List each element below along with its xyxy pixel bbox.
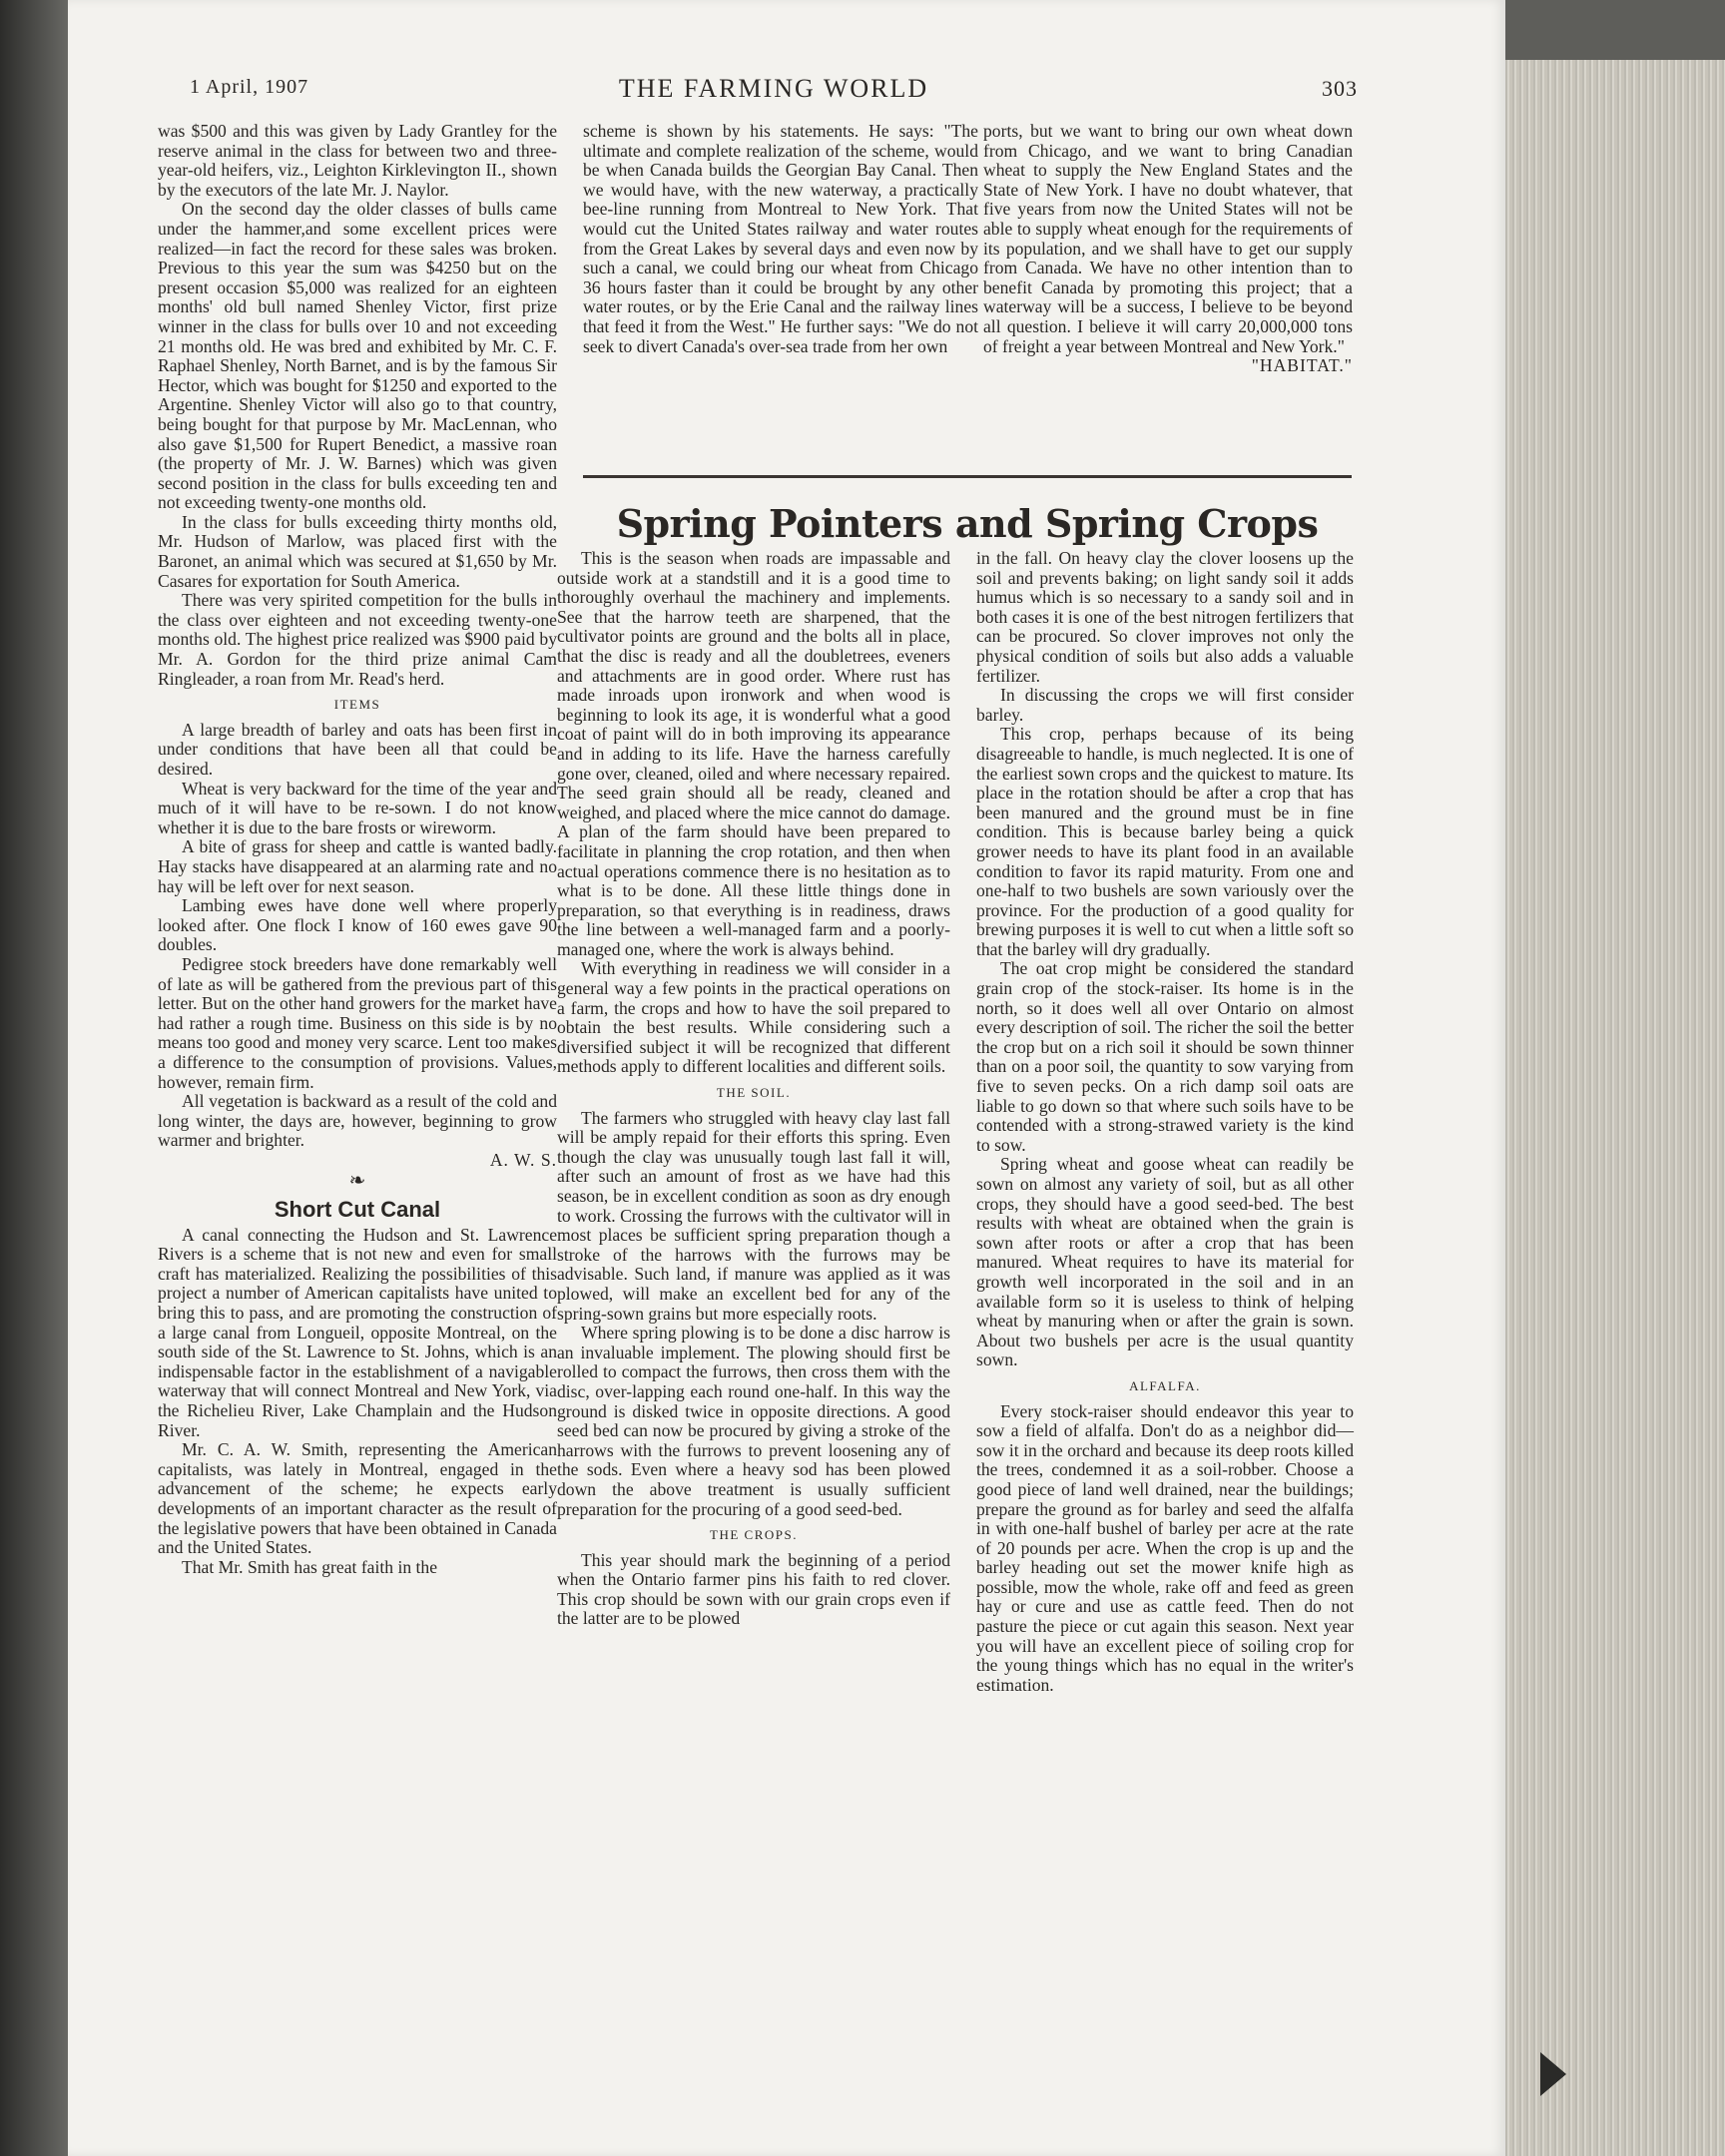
paragraph: That Mr. Smith has great faith in the (182, 1556, 438, 1577)
paragraph: In the class for bulls exceeding thirty months old, Mr. Hudson of Marlow, was placed first with the Baronet, an animal which was secured at $1,650 by Mr. Casares for exportation for South America. (158, 511, 557, 591)
paragraph: in the fall. On heavy clay the clover loosens up the soil and prevents baking; on light sandy soil it adds humus which is so necessary to a sandy soil and in both cases it is one of the best nitrogen fertilizers that can be procured. So clover improves not only the physical condition of soils but also adds a valuable fertilizer. (976, 548, 1354, 686)
fleuron-icon: ❧ (348, 1170, 366, 1193)
article-column-1 (557, 549, 950, 1629)
paragraph: With everything in readiness we will consider in a general way a few points in the practical operations on a farm, the crops and how to have the soil prepared to obtain the best results. While considering such a diversified subject it will be recognized that different methods apply to different localities and different soils. (557, 958, 950, 1077)
subheading-alfalfa: ALFALFA. (1129, 1377, 1201, 1393)
paragraph: Mr. C. A. W. Smith, representing the American capitalists, was lately in Montreal, engaged in the advancement of the scheme; he expects early developments of an important character as the result of the legislative powers that have been obtained in Canada and the United States. (158, 1439, 557, 1558)
paragraph: The farmers who struggled with heavy clay last fall will be amply repaid for their efforts this spring. Even though the clay was unusually tough last fall it will, after such an amount of frost as we have had this season, be in excellent condition as soon as dry enough to work. Crossing the furrows with the cultivator will in most places be sufficient spring preparation though a stroke of the harrows with the furrows may be advisable. Such land, if manure was applied as it was plowed, will make an excellent bed for any of the spring-sown grains but more especially roots. (557, 1107, 950, 1324)
paragraph: A bite of grass for sheep and cattle is wanted badly. Hay stacks have disappeared at an alarming rate and no hay will be left over for next season. (158, 836, 557, 896)
book-page-edges (1505, 60, 1725, 2156)
paragraph: scheme is shown by his statements. He says: "The ultimate and complete realization of the scheme, would be when Canada builds the Georgian Bay Canal. Then we would have, with the new waterway, a practically bee-line running from Montreal to New York. That would cut the United States railway and water routes from the Great Lakes by several days and even now by such a canal, we could bring our wheat from Chicago 36 hours faster than it could be brought by any other water routes, or by the Erie Canal and the railway lines that feed it from the West." He further says: "We do not seek to divert Canada's over-sea trade from her own (583, 121, 978, 356)
article-column-2 (976, 549, 1354, 1695)
paragraph: A large breadth of barley and oats has been first in under conditions that have been all that could be desired. (158, 719, 557, 779)
paragraph: Spring wheat and goose wheat can readily be sown on almost any variety of soil, but as all other crops, they should have a good seed-bed. The best results with wheat are obtained when the grain is sown after roots or after a crop that has been manured. Wheat requires to have its material for growth well incorporated in the soil and in an available form so it is useless to think of helping wheat by manuring when or after the grain is sown. About two bushels per acre is the usual quantity sown. (976, 1154, 1354, 1370)
paragraph: ports, but we want to bring our own wheat down from Chicago, and we want to bring Canadian wheat to supply the New England States and the State of New York. I have no doubt whatever, that five years from now the United States will not be able to supply wheat enough for the requirements of its population, and we shall have to get our supply from Canada. We have no other intention than to benefit Canada by promoting this project; that a waterway will be a success, I believe to be beyond all question. I believe it will carry 20,000,000 tons of freight a year between Montreal and New York." (983, 121, 1353, 356)
paragraph: Where spring plowing is to be done a disc harrow is an invaluable implement. The plowing should first be rolled to compact the furrows, then cross them with the disc, over-lapping each round one-half. In this way the ground is disked twice in opposite directions. A good seed bed can now be procured by giving a stroke of the harrows with the furrows to prevent loosening any of the sods. Even where a heavy sod has been plowed down the above treatment is usually sufficient preparation for the procuring of a good seed-bed. (557, 1323, 950, 1519)
column-left (158, 122, 557, 1577)
page-number: 303 (1322, 76, 1358, 101)
binding-shadow (0, 0, 70, 2156)
section-heading-canal: Short Cut Canal (274, 1197, 441, 1223)
page-turn-arrow-icon[interactable] (1540, 2052, 1566, 2096)
running-header (190, 74, 1358, 108)
publication-title: THE FARMING WORLD (618, 74, 929, 103)
paragraph: The oat crop might be considered the standard grain crop of the stock-raiser. Its home is in the north, so it does well all over Ontario on almost every description of soil. The richer the soil the better the crop but on a rich soil it should be sown thinner than on a poor soil, the quantity to sow varying from five to seven pecks. On a rich damp soil oats are liable to go down so that where such soils have to be contended with a strong-strawed variety is the kind to sow. (976, 958, 1354, 1155)
author-signoff: A. W. S. (489, 1149, 557, 1170)
paragraph: A canal connecting the Hudson and St. Lawrence Rivers is a scheme that is not new and even for small craft has materialized. Realizing the possibilities of this project a number of American capitalists have united to bring this to pass, and are promoting the construction of a large canal from Longueil, opposite Montreal, on the south side of the St. Lawrence to St. Johns, which is an indispensable factor in the establishment of a navigable waterway that will connect Montreal and New York, via the Richelieu River, Lake Champlain and the Hudson River. (158, 1224, 557, 1440)
paragraph: This year should mark the beginning of a period when the Ontario farmer pins his faith to red clover. This crop should be sown with our grain crops even if the latter are to be plowed (557, 1549, 950, 1629)
paragraph: Lambing ewes have done well where properly looked after. One flock I know of 160 ewes gave 90 doubles. (158, 895, 557, 955)
column-middle-top (583, 122, 978, 356)
paragraph: Pedigree stock breeders have done remarkably well of late as will be gathered from the previous part of this letter. But on the other hand growers for the market have had rather a rough time. Business on this side is by no means too good and money very scarce. Lent too makes a difference to the consumption of provisions. Values, however, remain firm. (158, 953, 557, 1092)
paragraph: In discussing the crops we will first consider barley. (976, 685, 1354, 725)
column-right-top (983, 122, 1353, 376)
paragraph: was $500 and this was given by Lady Grantley for the reserve animal in the class for between two and three-year-old heifers, viz., Leighton Kirklevington II., shown by the executors of the late Mr. J. Naylor. (158, 121, 557, 200)
subheading-soil: THE SOIL. (716, 1085, 792, 1101)
author-signoff: "HABITAT." (1251, 355, 1353, 376)
paragraph: All vegetation is backward as a result of the cold and long winter, the days are, however, beginning to grow warmer and brighter. (158, 1091, 557, 1151)
paragraph: Wheat is very backward for the time of the year and much of it will have to be re-sown. I do not know whether it is due to the bare frosts or wireworm. (158, 778, 557, 837)
subheading-crops: THE CROPS. (710, 1527, 798, 1543)
article-headline: Spring Pointers and Spring Crops (616, 501, 1319, 546)
paragraph: This crop, perhaps because of its being disagreeable to handle, is much neglected. It is one of the earliest sown crops and the quickest to mature. Its place in the rotation should be after a crop that has been manured and the ground must be in fine condition. This is because barley being a quick grower needs to have its plant food in an available condition to favor its rapid maturity. From one and one-half to two bushels are sown variously over the province. For the production of a good quality for brewing purposes it is well to cut when a little soft so that the barley will dry gradually. (976, 724, 1354, 959)
paragraph: This is the season when roads are impassable and outside work at a standstill and it is a good time to thoroughly overhaul the machinery and implements. See that the harrow teeth are sharpened, that the cultivator points are ground and the bolts all in place, that the disc is ready and all the doubletrees, eveners and attachments are in good order. Where rust has made inroads upon ironwork and when wood is beginning to look its age, it is wonderful what a good coat of paint will do in both improving its appearance and in adding to its life. Have the harness carefully gone over, cleaned, oiled and where necessary repaired. The seed grain should all be ready, cleaned and weighed, and placed where the mice cannot do damage. A plan of the farm should have been prepared to facilitate in planning the crop rotation, and then when actual operations commence there is no hesitation as to what is to be done. All these little things done in preparation, so that everything is in readiness, draws the line between a well-managed farm and a poorly-managed one, where the work is always behind. (557, 548, 950, 959)
paragraph: Every stock-raiser should endeavor this year to sow a field of alfalfa. Don't do as a neighbor did—sow it in the orchard and because its deep roots killed the trees, condemned it as a soil-robber. Choose a good piece of land well drained, near the buildings; prepare the ground as for barley and seed the alfalfa in with one-half bushel of barley per acre at the rate of 20 pounds per acre. When the crop is up and the barley heading out set the mower knife high as possible, mow the whole, rake off and feed as green hay or cure and use as cattle feed. Then do not pasture the piece or cut again this season. Next year you will have an excellent piece of soiling crop for the young things which has no equal in the writer's estimation. (976, 1400, 1354, 1695)
section-rule (583, 475, 1352, 478)
issue-date: 1 April, 1907 (190, 76, 309, 98)
paragraph: On the second day the older classes of bulls came under the hammer,and some excellent prices were realized—in fact the record for these sales was broken. Previous to this year the sum was $4250 but on the present occasion $5,000 was realized for an eighteen months' old bull named Shenley Victor, first prize winner in the class for bulls over 10 and not exceeding 21 months old. He was bred and exhibited by Mr. C. F. Raphael Shenley, North Barnet, and is by the famous Sir Hector, which was bought for $1250 and exported to the Argentine. Shenley Victor will also go to that country, being bought for that purpose by Mr. MacLennan, who also gave $1,500 for Rupert Benedict, a massive roan (the property of Mr. J. W. Barnes) which was given second position in the class for bulls exceeding ten and not exceeding twenty-one months old. (158, 199, 557, 513)
paragraph: There was very spirited competition for the bulls in the class over eighteen and not exceeding twenty-one months old. The highest price realized was $900 paid by Mr. A. Gordon for the third prize animal Cam Ringleader, a roan from Mr. Read's herd. (158, 590, 557, 689)
items-heading: ITEMS (333, 697, 381, 713)
